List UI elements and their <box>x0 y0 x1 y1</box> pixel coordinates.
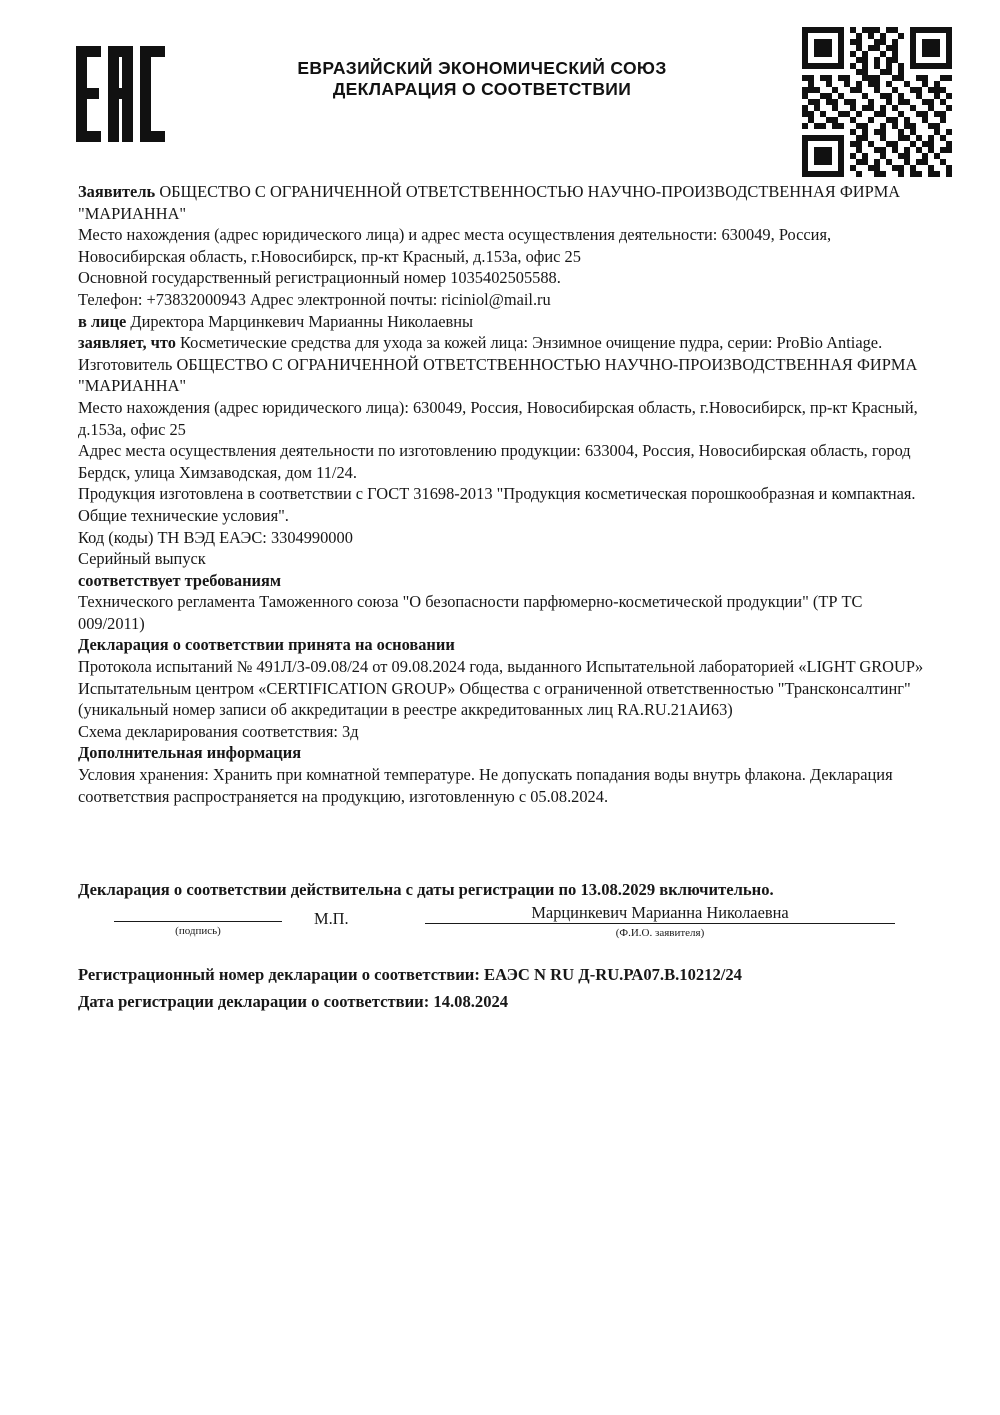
document-title <box>232 58 732 100</box>
stamp-label: М.П. <box>314 909 349 928</box>
additional-info-value: Условия хранения: Хранить при комнатной температуре. Не допускать попадания воды внутрь флакона. Декларация соответствия распространяется на продукцию, изготовленную с 05.08.2024. <box>78 765 893 806</box>
basis-heading: Декларация о соответствии принята на основании <box>78 635 455 655</box>
applicant-label: Заявитель <box>78 182 160 201</box>
qr-code <box>802 27 952 177</box>
registration-date-line <box>78 988 938 1015</box>
registration-date-label: Дата регистрации декларации о соответствии: <box>78 992 434 1011</box>
registration-date-value: 14.08.2024 <box>433 992 509 1011</box>
declares-label: заявляет, что <box>78 333 181 353</box>
product-standard: Продукция изготовлена в соответствии с ГОСТ 31698-2013 "Продукция косметическая порошкообразная и компактная. Общие технические условия". <box>78 484 916 525</box>
document-header <box>0 0 1000 180</box>
registration-number-label: Регистрационный номер декларации о соответствии: <box>78 965 484 984</box>
registration-footer <box>78 961 938 1015</box>
applicant-name: ОБЩЕСТВО С ОГРАНИЧЕННОЙ ОТВЕТСТВЕННОСТЬЮ НАУЧНО-ПРОИЗВОДСТВЕННАЯ ФИРМА "МАРИАННА" <box>78 182 901 223</box>
applicant-signature-field <box>425 903 895 940</box>
conforms-value: Технического регламента Таможенного союза "О безопасности парфюмерно-косметической продукции" (ТР ТС 009/2011) <box>78 592 863 633</box>
signature-field <box>114 921 282 938</box>
applicant-block <box>78 181 930 224</box>
registration-number-line <box>78 961 938 988</box>
registration-number-value: ЕАЭС N RU Д-RU.РА07.В.10212/24 <box>484 965 742 984</box>
applicant-signature-name: Марцинкевич Марианна Николаевна <box>531 903 789 922</box>
conforms-heading: соответствует требованиям <box>78 570 281 590</box>
declaration-body <box>78 181 930 807</box>
eac-conformity-mark-icon <box>76 46 166 142</box>
manufacturer-block <box>78 354 930 397</box>
manufacturer-address: Место нахождения (адрес юридического лица): 630049, Россия, Новосибирская область, г.Новосибирск, пр-кт Красный, д.153а, офис 25 <box>78 397 918 439</box>
declares-block <box>78 332 930 354</box>
manufacturer-label: Изготовитель <box>78 354 177 374</box>
represented-by-block <box>78 311 930 333</box>
manufacturer-name: ОБЩЕСТВО С ОГРАНИЧЕННОЙ ОТВЕТСТВЕННОСТЬЮ НАУЧНО-ПРОИЗВОДСТВЕННАЯ ФИРМА "МАРИАННА" <box>78 354 918 396</box>
title-line-2: ДЕКЛАРАЦИЯ О СООТВЕТСТВИИ <box>332 79 632 99</box>
basis-value: Протокола испытаний № 491Л/З-09.08/24 от 09.08.2024 года, выданного Испытательной лабораторией «LIGHT GROUP» Испытательным центром «CERTIFICATION GROUP» Общества с ограниченной ответственностью "Трансконсалтинг" (уникальный номер записи об аккредитации в реестре аккредитованных лиц RA.RU.21АИ63) <box>78 657 924 720</box>
validity-statement: Декларация о соответствии действительна с даты регистрации по 13.08.2029 включительно. <box>78 880 774 899</box>
additional-info-heading: Дополнительная информация <box>78 743 302 763</box>
title-line-1: ЕВРАЗИЙСКИЙ ЭКОНОМИЧЕСКИЙ СОЮЗ <box>297 58 667 78</box>
applicant-signature-caption: (Ф.И.О. заявителя) <box>615 927 705 939</box>
declaration-scheme: Схема декларирования соответствия: 3д <box>78 721 359 741</box>
represented-by-value: Директора Марцинкевич Марианны Николаевны <box>130 311 474 331</box>
signature-row <box>78 905 938 955</box>
applicant-contacts: Телефон: +73832000943 Адрес электронной почты: riciniol@mail.ru <box>78 289 551 309</box>
declares-value: Косметические средства для ухода за кожей лица: Энзимное очищение пудра, серии: ProBio Antiage. <box>180 333 883 353</box>
applicant-address: Место нахождения (адрес юридического лица) и адрес места осуществления деятельности: 630049, Россия, Новосибирская область, г.Новосибирск, пр-кт Красный, д.153а, офис 25 <box>78 225 832 266</box>
manufacturing-site-address: Адрес места осуществления деятельности по изготовлению продукции: 633004, Россия, Новосибирская область, город Бердск, улица Химзаводская, дом 11/24. <box>78 441 911 482</box>
represented-by-label: в лице <box>78 311 131 331</box>
tnved-code: Код (коды) ТН ВЭД ЕАЭС: 3304990000 <box>78 527 353 547</box>
signature-caption: (подпись) <box>175 925 221 937</box>
applicant-ogrn: Основной государственный регистрационный номер 1035402505588. <box>78 268 561 288</box>
production-type: Серийный выпуск <box>78 549 206 569</box>
